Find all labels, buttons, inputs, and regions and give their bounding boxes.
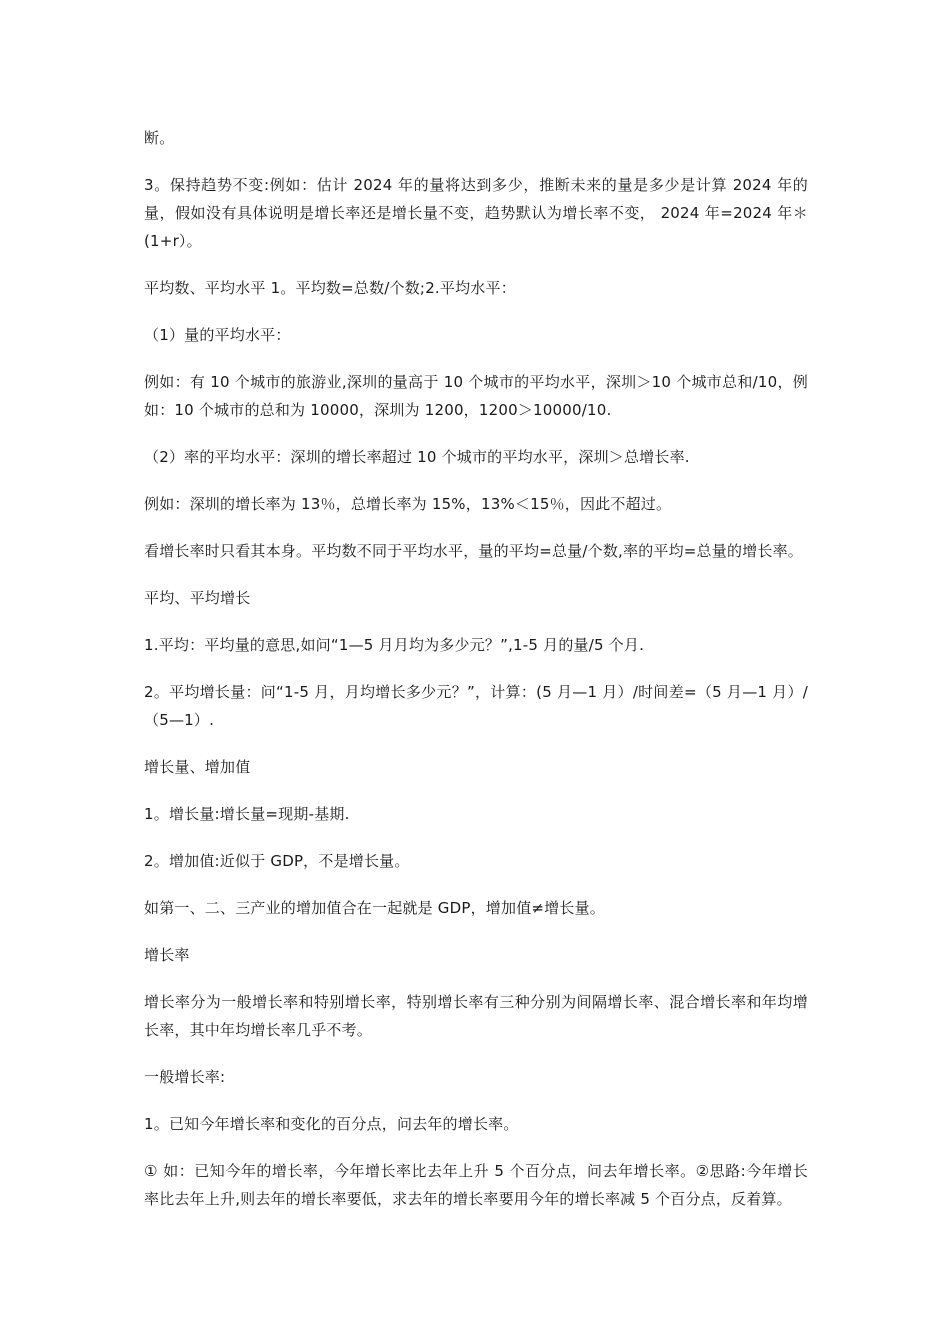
paragraph-rate-average-example: 例如：深圳的增长率为 13％，总增长率为 15%，13%＜15％，因此不超过。 (144, 495, 672, 513)
paragraph-gdp-note: 如第一、二、三产业的增加值合在一起就是 GDP，增加值≠增长量。 (144, 899, 605, 917)
paragraph-average-item-1: 1.平均：平均量的意思,如问“1—5 月月均为多少元？”,1-5 月的量/5 个月. (144, 636, 645, 654)
paragraph-continuation: 断。 (144, 129, 175, 147)
paragraph-average-definition: 平均数、平均水平 1。平均数=总数/个数;2.平均水平： (144, 279, 516, 297)
paragraph-trend-unchanged: 3。保持趋势不变:例如：估计 2024 年的量将达到多少，推断未来的量是多少是计算 2024 年的量，假如没有具体说明是增长率还是增长量不变，趋势默认为增长率不变， 2024 年=2024 年＊(1+r）。 (144, 176, 808, 250)
paragraph-growth-amount-item-2: 2。增加值:近似于 GDP，不是增长量。 (144, 852, 410, 870)
document-body (144, 124, 808, 1232)
paragraph-growth-rate-types: 增长率分为一般增长率和特别增长率，特别增长率有三种分别为间隔增长率、混合增长率和年均增长率，其中年均增长率几乎不考。 (144, 993, 808, 1039)
paragraph-general-item-1: 1。已知今年增长率和变化的百分点，问去年的增长率。 (144, 1115, 519, 1133)
section-heading-general-growth-rate: 一般增长率: (144, 1068, 226, 1086)
paragraph-growth-amount-item-1: 1。增长量:增长量=现期-基期. (144, 805, 350, 823)
paragraph-average-item-2: 2。平均增长量：问“1-5 月，月均增长多少元？”，计算：(5 月—1 月）/时间差=（5 月—1 月）/（5—1）. (144, 683, 808, 729)
section-heading-growth-amount: 增长量、增加值 (144, 758, 251, 776)
paragraph-quantity-average-heading: （1）量的平均水平： (144, 326, 291, 344)
section-heading-average-growth: 平均、平均增长 (144, 589, 251, 607)
paragraph-quantity-average-example: 例如：有 10 个城市的旅游业,深圳的量高于 10 个城市的平均水平，深圳＞10 个城市总和/10，例如：10 个城市的总和为 10000，深圳为 1200，1200＞10000/10. (144, 373, 808, 419)
paragraph-rate-average: （2）率的平均水平：深圳的增长率超过 10 个城市的平均水平，深圳＞总增长率. (144, 448, 690, 466)
paragraph-general-example: ① 如：已知今年的增长率，今年增长率比去年上升 5 个百分点，问去年增长率。②思路:今年增长率比去年上升,则去年的增长率要低，求去年的增长率要用今年的增长率减 5 个百分点，反着算。 (144, 1162, 808, 1208)
paragraph-growth-rate-note: 看增长率时只看其本身。平均数不同于平均水平，量的平均=总量/个数,率的平均=总量的增长率。 (144, 542, 803, 560)
section-heading-growth-rate: 增长率 (144, 946, 190, 964)
